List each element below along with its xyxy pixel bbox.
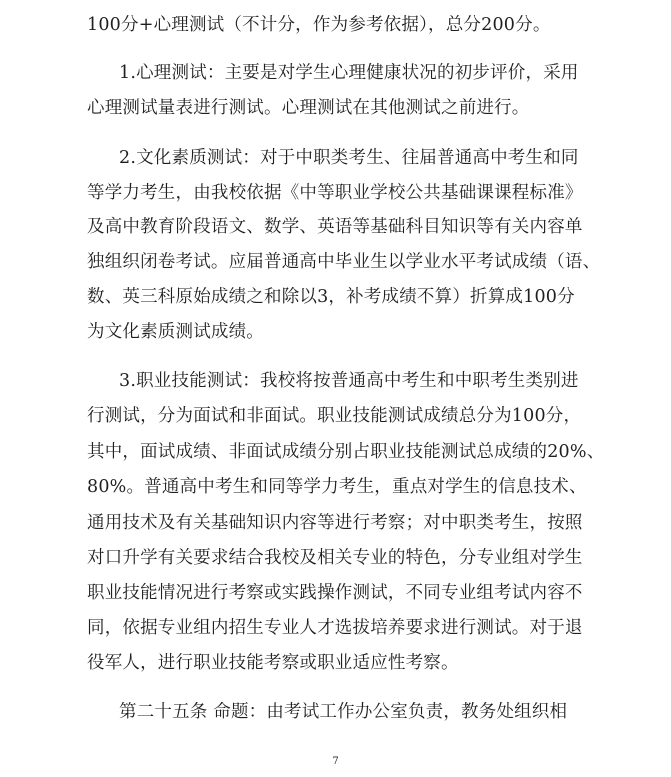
text-line: 80%。普通高中考生和同等学力考生，重点对学生的信息技术、 <box>87 477 587 497</box>
text-line: 第二十五条 命题：由考试工作办公室负责，教务处组织相 <box>119 702 568 722</box>
text-line: 役军人，进行职业技能考察或职业适应性考察。 <box>87 653 459 673</box>
text-line: 1.心理测试：主要是对学生心理健康状况的初步评价，采用 <box>119 63 579 83</box>
text-line: 通用技术及有关基础知识内容等进行考察；对中职类考生，按照 <box>87 513 583 533</box>
text-line: 独组织闭卷考试。应届普通高中毕业生以学业水平考试成绩（语、 <box>87 252 601 272</box>
text-line: 2.文化素质测试：对于中职类考生、往届普通高中考生和同 <box>119 148 579 168</box>
text-line: 行测试，分为面试和非面试。职业技能测试成绩总分为100分， <box>87 406 582 426</box>
text-line: 等学力考生，由我校依据《中等职业学校公共基础课课程标准》 <box>87 183 583 203</box>
text-line: 其中，面试成绩、非面试成绩分别占职业技能测试总成绩的20%、 <box>87 442 605 462</box>
page-number: 7 <box>332 756 339 767</box>
text-line: 职业技能情况进行考察或实践操作测试，不同专业组考试内容不 <box>87 583 583 603</box>
text-line: 3.职业技能测试：我校将按普通高中考生和中职考生类别进 <box>119 371 579 391</box>
text-line: 心理测试量表进行测试。心理测试在其他测试之前进行。 <box>87 98 530 118</box>
text-line: 对口升学有关要求结合我校及相关专业的特色，分专业组对学生 <box>87 548 583 568</box>
text-line: 数、英三科原始成绩之和除以3，补考成绩不算）折算成100分 <box>87 287 575 307</box>
text-line: 同，依据专业组内招生专业人才选拔培养要求进行测试。对于退 <box>87 618 583 638</box>
text-line: 及高中教育阶段语文、数学、英语等基础科目知识等有关内容单 <box>87 217 583 237</box>
text-line: 100分+心理测试（不计分，作为参考依据），总分200分。 <box>87 15 551 35</box>
text-line: 为文化素质测试成绩。 <box>87 322 264 342</box>
